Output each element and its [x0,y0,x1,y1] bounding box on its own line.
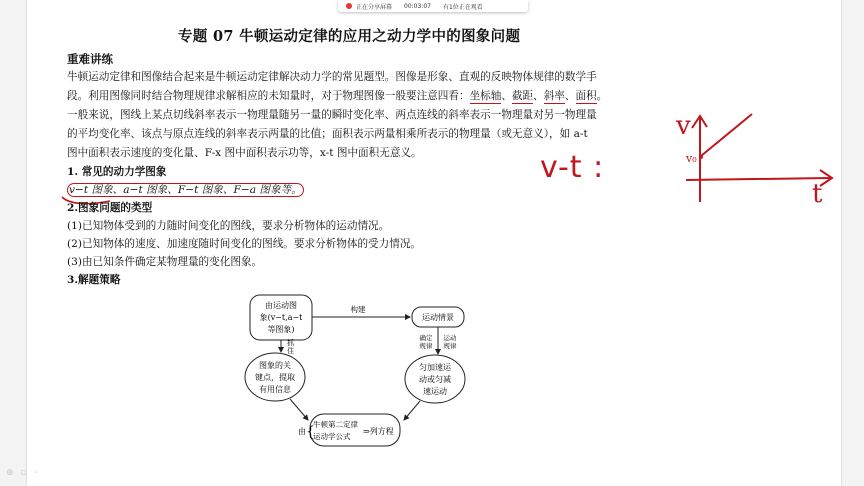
section-heading-key-points: 重难讲练 [67,52,113,66]
graph-v0-label: v₀ [686,152,697,165]
node-key-line1: 图象的关 [259,361,291,370]
separator: 、 [564,90,576,102]
keyword-slope: 斜率 [543,90,565,102]
section-heading-graphs: 1. 常见的动力学图象 [67,166,167,178]
keyword-area: 面积 [575,90,597,102]
graph-v0-point [699,155,703,159]
strategy-flowchart [230,290,470,450]
node-accel-line3: 速运动 [423,387,447,396]
screen-share-status-bar[interactable] [338,0,528,12]
paragraph-line: 的平均变化率、该点与原点连线的斜率表示两量的比值；面积表示两量相乘所表示的物理量（或无意义），如 a-t [67,128,588,140]
bottom-law2: 运动学公式 [313,432,351,441]
section-heading-strategy: 3.解题策略 [67,274,121,286]
bottom-brace: { [306,424,315,440]
bottom-prefix: 由 [298,427,306,436]
handwritten-vt-graph [660,100,840,210]
node-accel-line1: 匀加速运 [419,363,451,372]
type-item-3: (3)由已知条件确定某物理量的变化图象。 [67,256,263,268]
keyword-axis: 坐标轴 [469,90,502,102]
graph-t-label: t [812,179,823,209]
edge-right-to-bottom [404,401,420,420]
bottom-toolbar-dots[interactable]: ⊕ ▫ ◦ [6,468,41,478]
edge-grasp-label1: 抓 [287,339,294,347]
paragraph-line: 一般来说，图线上某点切线斜率表示一物理量随另一量的瞬时变化率、两点连线的斜率表示一物理量对另一物理量 [67,109,597,121]
edge-motion-label1: 运动 [443,334,457,342]
type-item-2: (2)已知物体的速度、加速度随时间变化的图线。要求分析物体的受力情况。 [67,238,422,250]
graph-velocity-line [701,114,752,156]
graph-types-text: v−t 图象、a−t 图象、F−t 图象、F−a 图象等。 [69,184,302,196]
edge-left-to-bottom [290,399,308,420]
recording-dot-icon [346,3,352,9]
separator: 、 [533,90,544,102]
graph-v-label: v [676,111,691,141]
viewer-count: 有1位正在观看 [442,3,483,11]
left-frame-strip [0,0,27,486]
node-graph-line2: 象(v−t,a−t [259,313,303,322]
bottom-law1: 牛顿第二定律 [313,420,358,429]
node-graph-line1: 由运动图 [265,301,297,310]
separator: 、 [501,90,512,102]
node-graph-line3: 等图象) [267,325,295,334]
node-accel-line2: 动或匀减 [419,375,451,384]
edge-motion-label2: 规律 [443,342,457,350]
bottom-result: ⇒列方程 [363,427,394,436]
graph-t-axis [686,178,830,180]
edge-grasp-label2: 住 [287,347,294,355]
section-heading-types: 2.图象问题的类型 [67,202,153,214]
node-key-line2: 键点，提取 [255,373,295,382]
paragraph-line: 图中面积表示速度的变化量、F-x 图中面积表示功等，x-t 图中面积无意义。 [67,147,422,159]
separator: 。 [596,90,608,102]
edge-build-label: 构建 [350,305,366,314]
handwritten-vt-label: v-t : [540,150,605,185]
paragraph-line-four-looks [67,89,607,103]
node-motion-label: 运动情景 [422,313,454,322]
paragraph-line: 牛顿运动定律和图像结合起来是牛顿运动定律解决动力学的常见题型。图像是形象、直观的反映物体规律的数学手 [67,71,597,83]
page-title: 专题 07 牛顿运动定律的应用之动力学中的图象问题 [178,28,521,45]
paragraph-text: 段。利用图像同时结合物理规律求解相应的未知量时，对于物理图像一般要注意四看： [67,90,470,102]
share-status-text: 正在分享屏幕 [356,3,393,11]
keyword-intercept: 截距 [511,90,534,102]
share-timer: 00:03:07 [404,2,431,10]
edge-rule-label1: 确定 [419,334,433,342]
right-frame-strip [841,0,864,486]
edge-rule-label2: 规律 [419,342,433,350]
type-item-1: (1)已知物体受到的力随时间变化的图线，要求分析物体的运动情况。 [67,220,390,232]
node-key-line3: 有用信息 [259,385,291,394]
